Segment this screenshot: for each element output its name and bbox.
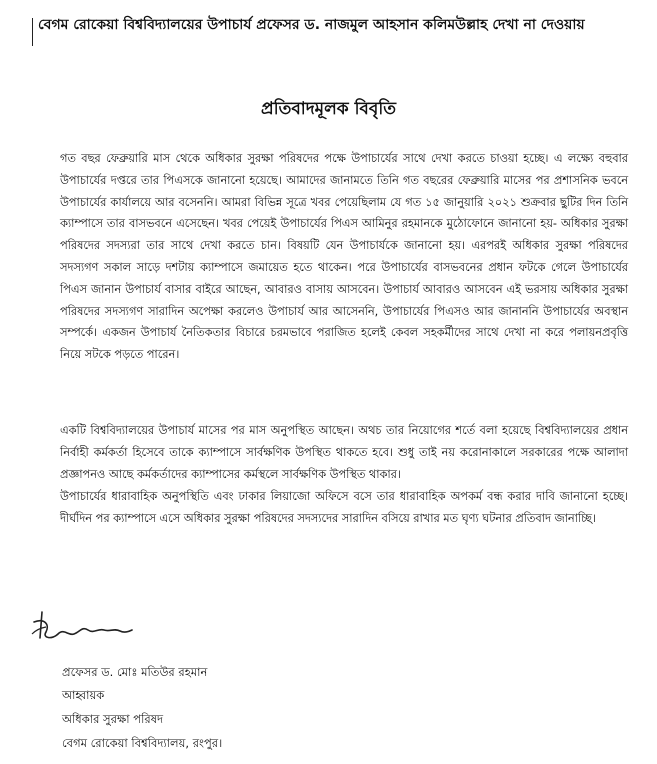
paragraph-1: গত বছর ফেব্রুয়ারি মাস থেকে অধিকার সুরক্ষা পরিষদের পক্ষে উপাচার্যের সাথে দেখা করতে চাওয়া হচ্ছে। এ লক্ষ্যে বহুবার উপাচার্যের দপ্তরে তার পিএসকে জানানো হয়েছে। আমাদের জানামতে তিনি গত বছরের ফেব্রুয়ারি মাসের পর প্রশাসনিক ভবনে উপাচার্যের কার্যালয়ে আর বসেননি। আমরা বিভিন্ন সূত্রে খবর পেয়েছিলাম যে গত ১৫ জানুয়ারি ২০২১ শুক্রবার ছুটির দিন তিনি ক্যাম্পাসে তার বাসভবনে এসেছেন। খবর পেয়েই উপাচার্যের পিএস আমিনুর রহমানকে মুঠোফোনে জানানো হয়- অধিকার সুরক্ষা পরিষদের সদস্যরা তার সাথে দেখা করতে চান। বিষয়টি যেন উপাচার্যকে জানানো হয়। এরপরই অধিকার সুরক্ষা পরিষদের সদস্যগণ সকাল সাড়ে দশটায় ক্যাম্পাসে জমায়েত হতে থাকেন। পরে উপাচার্যের বাসভবনের প্রধান ফটকে গেলে উপাচার্যের পিএস জানান উপাচার্য বাসার বাইরে আছেন, আবারও বাসায় আসবেন। উপাচার্য আবারও আসবেন এই ভরসায় অধিকার সুরক্ষা পরিষদের সদস্যগণ সারাদিন অপেক্ষা করলেও উপাচার্য আর আসেননি, উপাচার্যের পিএসও আর জানাননি উপাচার্যের অবস্থান সম্পর্কে। একজন উপাচার্য নৈতিকতার বিচারে চরমভাবে পরাজিত হলেই কেবল সহকর্মীদের সাথে দেখা না করে পলায়নপ্রবৃত্তি নিয়ে সটকে পড়তে পারেন। (60, 152, 628, 362)
signatory-organization: অধিকার সুরক্ষা পরিষদ (62, 712, 164, 726)
paragraph-3: উপাচার্যের ধারাবাহিক অনুপস্থিতি এবং ঢাকার লিয়াজো অফিসে বসে তার ধারাবাহিক অপকর্ম বন্ধ করার দাবি জানানো হচ্ছে। দীর্ঘদিন পর ক্যাম্পাসে এসে অধিকার সুরক্ষা পরিষদের সদস্যদের সারাদিন বসিয়ে রাখার মত ঘৃণ্য ঘটনার প্রতিবাদ জানাচ্ছি। (60, 490, 628, 525)
document-title: প্রতিবাদমূলক বিবৃতি (261, 99, 396, 119)
signature (28, 604, 138, 652)
document-heading: বেগম রোকেয়া বিশ্ববিদ্যালয়ের উপাচার্য প্রফেসর ড. নাজমুল আহসান কলিমউল্লাহ দেখা না দেওয়ায় (38, 17, 585, 33)
paragraph-2: একটি বিশ্ববিদ্যালয়ের উপাচার্য মাসের পর মাস অনুপস্থিত আছেন। অথচ তার নিয়োগের শর্তে বলা হয়েছে বিশ্ববিদ্যালয়ের প্রধান নির্বাহী কর্মকর্তা হিসেবে তাকে ক্যাম্পাসে সার্বক্ষণিক উপস্থিত থাকতে হবে। শুধু তাই নয় করোনাকালে সরকারের পক্ষে আলাদা প্রজ্ঞাপনও আছে কর্মকর্তাদের ক্যাম্পাসের কর্মস্থলে সার্বক্ষণিক উপস্থিত থাকার। (60, 424, 628, 481)
signatory-name: প্রফেসর ড. মোঃ মতিউর রহমান (62, 665, 208, 679)
signatory-role: আহ্বায়ক (62, 688, 105, 702)
signatory-institution: বেগম রোকেয়া বিশ্ববিদ্যালয়, রংপুর। (62, 736, 223, 750)
margin-bar (32, 18, 33, 46)
